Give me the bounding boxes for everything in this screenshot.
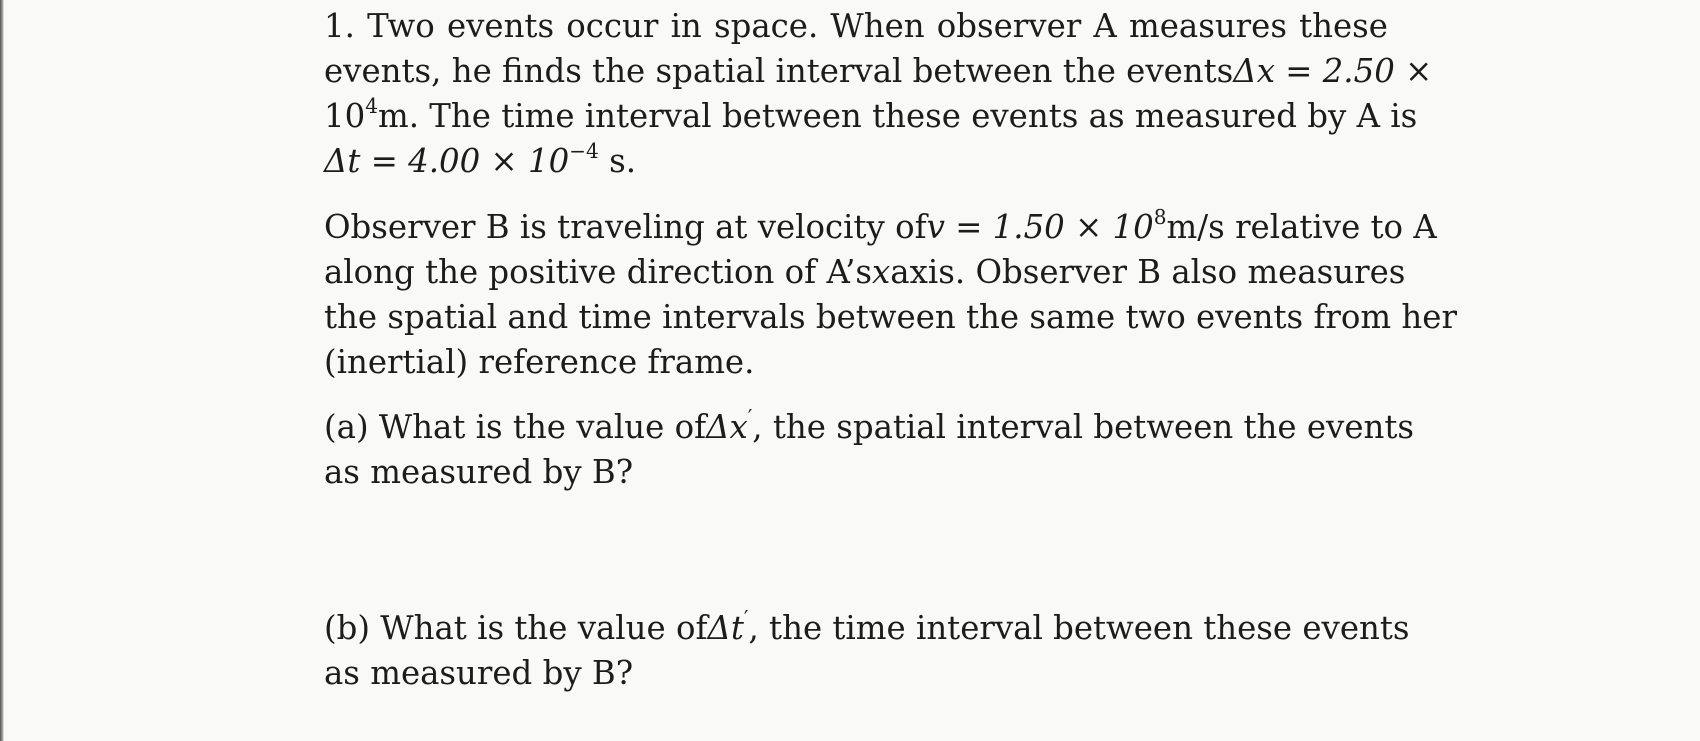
time-interval-equation: Δt = 4.00 × 10: [324, 142, 570, 180]
question-b-line-2: as measured by B?: [324, 654, 634, 692]
observer-line-4: (inertial) reference frame.: [324, 343, 755, 381]
delta-x-prime: Δx′, the spatial interval between the events: [706, 405, 1415, 446]
observer-line-1: Observer B is traveling at velocity of $v = 1.50 \times 10^8$ m/s relative to A: [324, 205, 1388, 250]
time-interval-exponent: −4: [569, 139, 599, 164]
statement-line-4: [324, 139, 1388, 184]
question-b-line-1: (b) What is the value of Δt′, the time interval between these events: [324, 606, 1388, 651]
observer-line-2: along the positive direction of A’s x axis. Observer B also measures: [324, 250, 1388, 295]
statement-text: m. The time interval between these events as measured by A is: [378, 97, 1418, 135]
spatial-interval-power: $10^4$: [324, 94, 378, 135]
problem-number: 1.: [324, 7, 355, 45]
question-a-line-1: (a) What is the value of Δx′, the spatial interval between the events: [324, 405, 1388, 450]
question-a: [324, 405, 1415, 495]
statement-text: events, he finds the spatial interval between the events: [324, 52, 1234, 90]
question-a-line-2: as measured by B?: [324, 453, 634, 491]
scan-edge-shadow: [0, 0, 4, 741]
x-axis-symbol: x: [872, 253, 891, 291]
delta-t-prime: Δt′, the time interval between these events: [707, 606, 1410, 647]
statement-line-1: 1. Two events occur in space. When observer A measures these: [324, 4, 1388, 49]
statement-line-2: [324, 49, 1433, 94]
problem-statement: [324, 4, 1433, 184]
observer-line-3: the spatial and time intervals between the same two events from her: [324, 298, 1457, 336]
question-b: [324, 606, 1410, 696]
time-interval-unit: s.: [609, 142, 637, 180]
statement-line-3: [324, 94, 1418, 139]
velocity-equation: $v = 1.50 \times 10^8$: [926, 205, 1167, 246]
observer-b-paragraph: [324, 205, 1457, 385]
spatial-interval-equation: Δx = 2.50 ×: [1233, 52, 1433, 90]
